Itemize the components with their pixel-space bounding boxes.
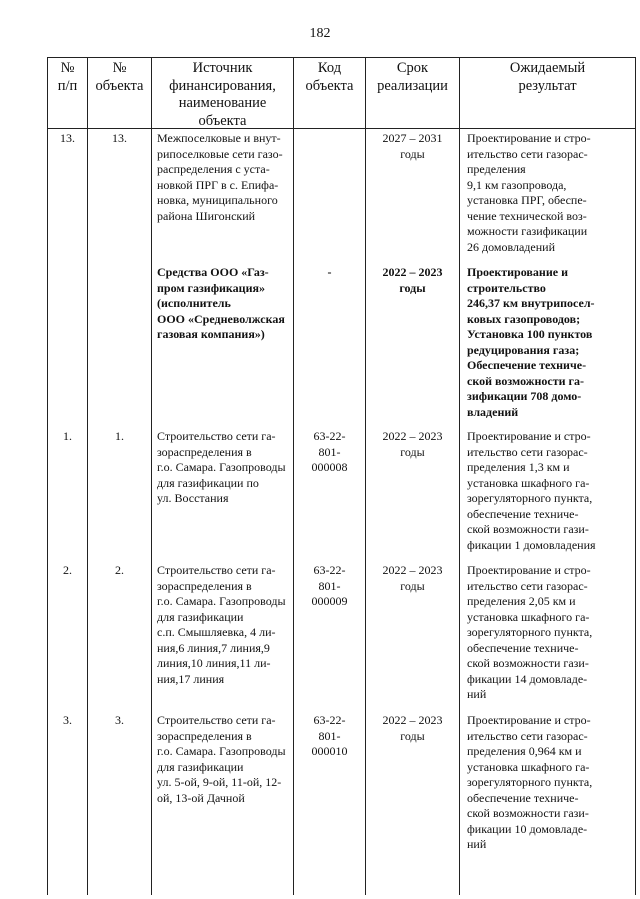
table-row-term: 2022 – 2023 годы [382, 563, 443, 593]
page-number: 182 [309, 26, 331, 41]
table-row-result: Проектирование и стро- ительство сети газорас- пределения 1,3 км и установка шкафного га- зорегуляторного пункта, обеспечение техниче- ской возможности гази- фикации 1 домовладения [467, 429, 596, 552]
table-row-term: 2022 – 2023 годы [382, 265, 443, 295]
table-row-code: 63-22- 801- 000008 [311, 429, 348, 474]
table-row-result: Проектирование и стро- ительство сети газорас- пределения 9,1 км газопровода, установка ПРГ, обеспе- чение технической воз- можности газификации 26 домовладений [467, 131, 591, 254]
table-row-num: 1. [63, 429, 72, 443]
table-row-term: 2027 – 2031 годы [382, 131, 443, 161]
table-row-result: Проектирование и стро- ительство сети газорас- пределения 0,964 км и установка шкафного га- зорегуляторного пункта, обеспечение техниче- ской возможности гази- фикации 10 домовладе- ний [467, 713, 593, 851]
table-row-object-num: 1. [115, 429, 124, 443]
table-row-source: Межпоселковые и внут- рипоселковые сети газо- распределения с уста- новкой ПРГ в с. Епифа- новка, муниципального района Шигонский [157, 131, 283, 223]
table-row-result: Проектирование и строительство 246,37 км внутрипосел- ковых газопроводов; Установка 100 пунктов редуцирования газа; Обеспечение техниче- ской возможности га- зификации 708 домо- владений [467, 265, 595, 419]
header-object-num: № объекта [95, 60, 144, 94]
header-term: Срок реализации [377, 60, 448, 94]
table-row-num: 3. [63, 713, 72, 727]
table-row-code: 63-22- 801- 000010 [311, 713, 348, 758]
table-row-source: Средства ООО «Газ- пром газификация» (исполнитель ООО «Средневолжская газовая компания») [157, 265, 285, 341]
header-num: № п/п [57, 60, 78, 94]
table-row-result: Проектирование и стро- ительство сети газорас- пределения 2,05 км и установка шкафного га- зорегуляторного пункта, обеспечение техниче- ской возможности гази- фикации 14 домовладе- ний [467, 563, 593, 701]
table-row-object-num: 2. [115, 563, 124, 577]
table-row-source: Строительство сети га- зораспределения в г.о. Самара. Газопроводы для газификации с.п. Смышляевка, 4 ли- ния,6 линия,7 линия,9 линия,10 линия,11 ли- ния,17 линия [157, 563, 286, 686]
table-row-num: 2. [63, 563, 72, 577]
table-row-term: 2022 – 2023 годы [382, 713, 443, 743]
table-row-code: 63-22- 801- 000009 [311, 563, 348, 608]
table-row-num: 13. [60, 131, 75, 145]
table-row-code: - [327, 265, 332, 279]
header-code: Код объекта [305, 60, 354, 94]
table-row-source: Строительство сети га- зораспределения в г.о. Самара. Газопроводы для газификации ул. 5-ой, 9-ой, 11-ой, 12- ой, 13-ой Дачной [157, 713, 286, 805]
header-source: Источник финансирования, наименование объекта [169, 60, 276, 129]
table-row-object-num: 3. [115, 713, 124, 727]
table-row-term: 2022 – 2023 годы [382, 429, 443, 459]
data-table [47, 57, 635, 895]
table-row-source: Строительство сети га- зораспределения в г.о. Самара. Газопроводы для газификации по ул. Восстания [157, 429, 286, 505]
header-result: Ожидаемый результат [509, 60, 586, 94]
table-row-object-num: 13. [112, 131, 127, 145]
